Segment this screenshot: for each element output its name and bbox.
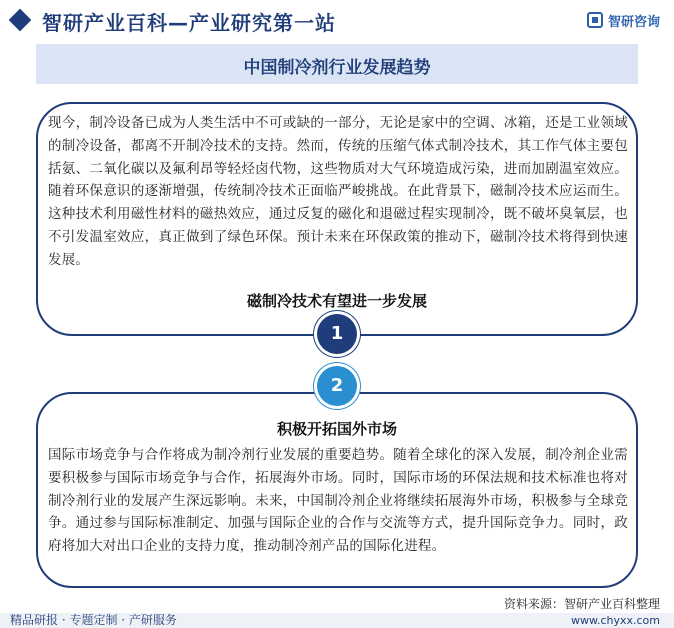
- site-title: 智研产业百科—产业研究第一站: [42, 11, 336, 35]
- footer-url[interactable]: www.chyxx.com: [570, 614, 660, 627]
- section-1-title: 磁制冷技术有望进一步发展: [246, 292, 427, 310]
- section-2-box: [36, 392, 638, 588]
- title-bar: [0, 44, 674, 84]
- section-1-number-badge: 1: [317, 314, 357, 354]
- section-2-title: 积极开拓国外市场: [276, 420, 397, 438]
- header: [0, 0, 674, 40]
- brand[interactable]: [587, 11, 660, 29]
- source-note: 资料来源：智研产业百科整理: [503, 597, 660, 611]
- footer: [0, 595, 674, 628]
- brand-name: 智研咨询: [607, 14, 660, 30]
- diamond-icon: [9, 9, 32, 32]
- brand-logo-icon: [587, 12, 603, 28]
- section-2-text: 国际市场竞争与合作将成为制冷剂行业发展的重要趋势。随着全球化的深入发展，制冷剂企业需要积极参与国际市场竞争与合作，拓展海外市场。同时，国际市场的环保法规和技术标准也将对制冷剂行业的发展产生深远影响。未来，中国制冷剂企业将继续拓展海外市场，积极参与全球竞争。通过参与国际标准制定、加强与国际企业的合作与交流等方式，提升国际竞争力。同时，政府将加大对出口企业的支持力度，推动制冷剂产品的国际化进程。: [48, 447, 628, 555]
- footer-services: 精品研报 · 专题定制 · 产研服务: [10, 613, 177, 627]
- section-1-text: 现今，制冷设备已成为人类生活中不可或缺的一部分，无论是家中的空调、冰箱，还是工业领域的制冷设备，都离不开制冷技术的支持。然而，传统的压缩气体式制冷技术，其工作气体主要包括氨、二氧化碳以及氟利昂等轻烃卤代物，这些物质对大气环境造成污染，进而加剧温室效应。随着环保意识的逐渐增强，传统制冷技术正面临严峻挑战。在此背景下，磁制冷技术应运而生。这种技术利用磁性材料的磁热效应，通过反复的磁化和退磁过程实现制冷，既不破坏臭氧层，也不引发温室效应，真正做到了绿色环保。预计未来在环保政策的推动下，磁制冷技术将得到快速发展。: [48, 115, 628, 268]
- section-1-box: [36, 102, 638, 336]
- section-2-number-badge: 2: [317, 366, 357, 406]
- page-title: 中国制冷剂行业发展趋势: [243, 58, 431, 78]
